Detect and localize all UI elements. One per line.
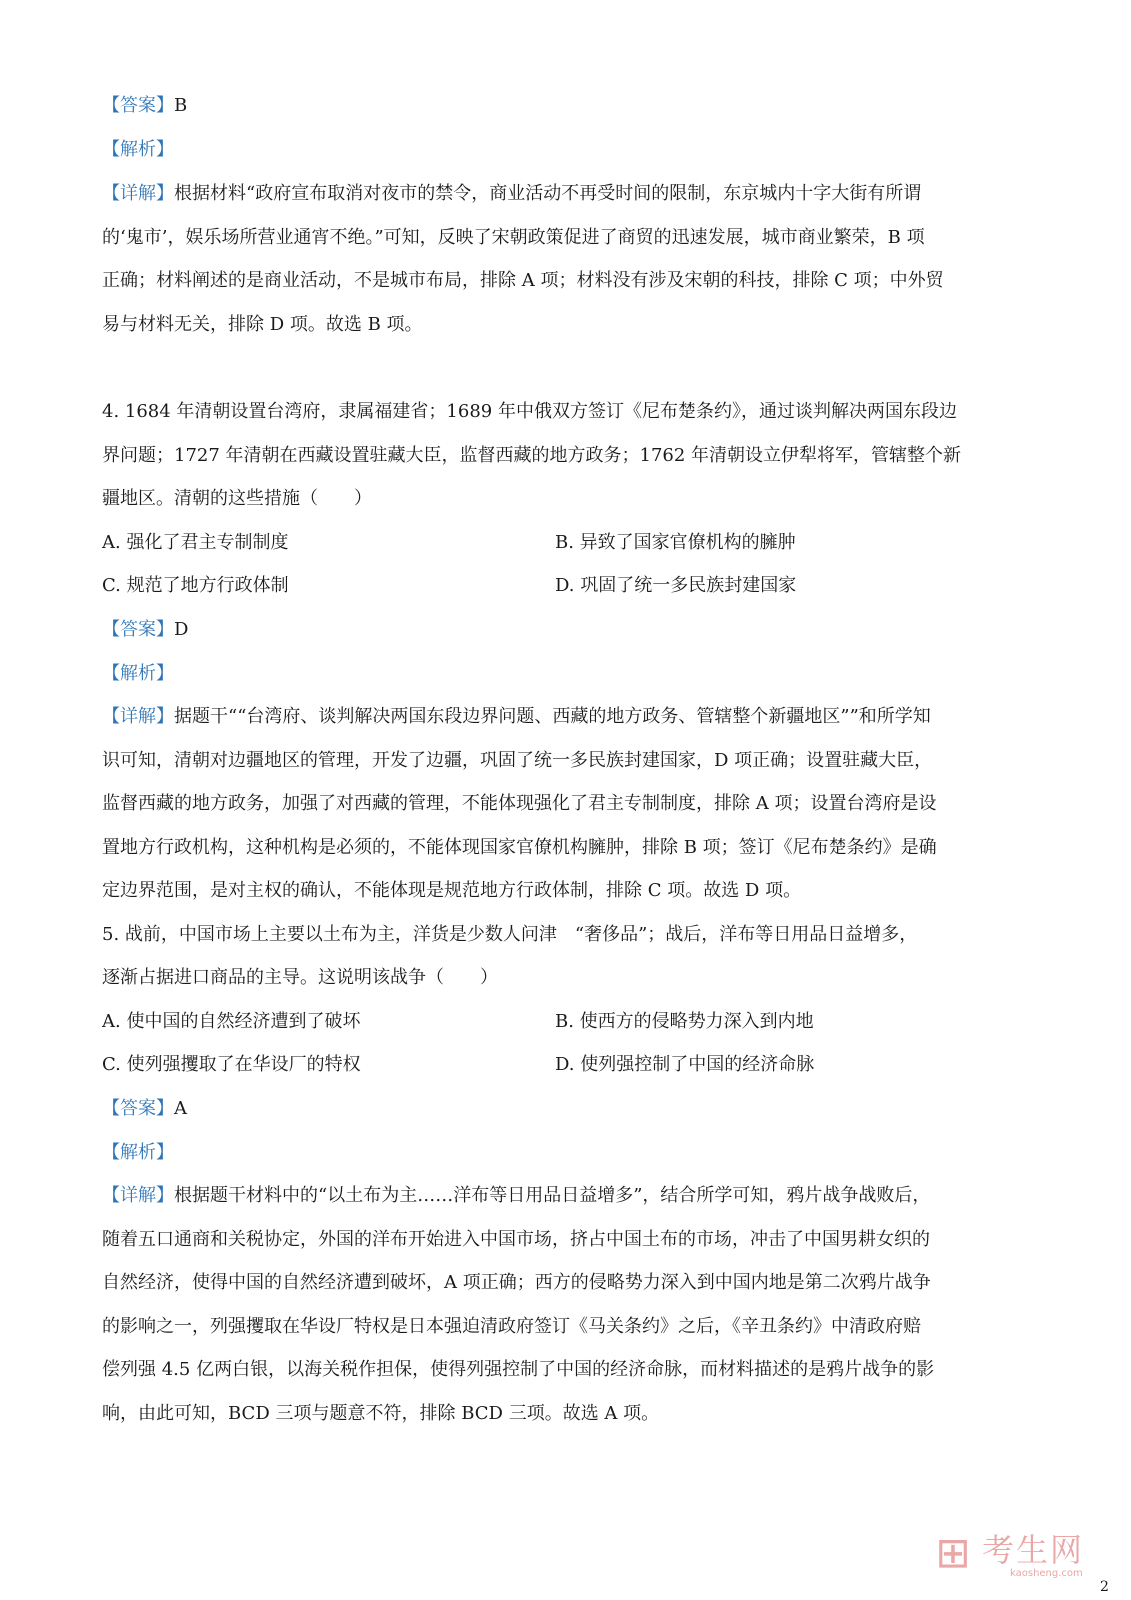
- q5-detail-line: 自然经济，使得中国的自然经济遭到破坏，A 项正确；西方的侵略势力深入到中国内地是第二次鸦片战争: [102, 1272, 931, 1293]
- q5-detail-line: 随着五口通商和关税协定，外国的洋布开始进入中国市场，挤占中国土布的市场，冲击了中国男耕女织的: [102, 1229, 930, 1250]
- q3-detail-line: 的‘鬼市’，娱乐场所营业通宵不绝。”可知，反映了宋朝政策促进了商贸的迅速发展，城市商业繁荣，B 项: [102, 227, 925, 248]
- q5-stem-line: 5. 战前，中国市场上主要以土布为主，洋货是少数人问津 “奢侈品”；战后，洋布等日用品日益增多，: [102, 924, 918, 945]
- q4-stem-line: 4. 1684 年清朝设置台湾府，隶属福建省；1689 年中俄双方签订《尼布楚条约》，通过谈判解决两国东段边: [102, 401, 957, 422]
- q3-answer: 【答案】B: [102, 95, 188, 116]
- q4-stem-line: 疆地区。清朝的这些措施（ ）: [102, 488, 372, 509]
- q4-option-d: D. 巩固了统一多民族封建国家: [555, 575, 797, 596]
- q5-detail-line: 响，由此可知，BCD 三项与题意不符，排除 BCD 三项。故选 A 项。: [102, 1403, 660, 1424]
- q4-detail-line: 识可知，清朝对边疆地区的管理，开发了边疆，巩固了统一多民族封建国家，D 项正确；设置驻藏大臣，: [102, 750, 933, 771]
- logo-url: kaosheng.com: [1010, 1568, 1083, 1579]
- q5-option-c: C. 使列强攫取了在华设厂的特权: [102, 1054, 361, 1075]
- q5-option-b: B. 使西方的侵略势力深入到内地: [555, 1011, 814, 1032]
- q5-analysis-label: 【解析】: [102, 1142, 174, 1163]
- page-number: 2: [1100, 1579, 1109, 1595]
- q3-detail-line: 正确；材料阐述的是商业活动，不是城市布局，排除 A 项；材料没有涉及宋朝的科技，排除 C 项；中外贸: [102, 270, 944, 291]
- q5-detail-line: 偿列强 4.5 亿两白银，以海关税作担保，使得列强控制了中国的经济命脉，而材料描述的是鸦片战争的影: [102, 1359, 935, 1380]
- q3-detail-line: 【详解】根据材料“政府宣布取消对夜市的禁令，商业活动不再受时间的限制，东京城内十字大街有所谓: [102, 183, 922, 204]
- q3-analysis-label: 【解析】: [102, 139, 174, 160]
- q5-option-a: A. 使中国的自然经济遭到了破坏: [102, 1011, 361, 1032]
- q4-option-a: A. 强化了君主专制制度: [102, 532, 289, 553]
- watermark-logo: [930, 1530, 1100, 1586]
- q4-option-b: B. 异致了国家官僚机构的臃肿: [555, 532, 796, 553]
- q4-detail-line: 监督西藏的地方政务，加强了对西藏的管理，不能体现强化了君主专制制度，排除 A 项；设置台湾府是设: [102, 793, 937, 814]
- q4-option-c: C. 规范了地方行政体制: [102, 575, 289, 596]
- q4-analysis-label: 【解析】: [102, 663, 174, 684]
- logo-icon: ⊞: [935, 1528, 971, 1577]
- q5-answer: 【答案】A: [102, 1098, 187, 1119]
- q5-detail-line: 【详解】根据题干材料中的“以土布为主……洋布等日用品日益增多”，结合所学可知，鸦片战争战败后，: [102, 1185, 931, 1206]
- q5-option-d: D. 使列强控制了中国的经济命脉: [555, 1054, 815, 1075]
- q4-detail-line: 定边界范围，是对主权的确认，不能体现是规范地方行政体制，排除 C 项。故选 D 项。: [102, 880, 802, 901]
- q3-detail-line: 易与材料无关，排除 D 项。故选 B 项。: [102, 314, 423, 335]
- q4-answer: 【答案】D: [102, 619, 189, 640]
- q4-stem-line: 界问题；1727 年清朝在西藏设置驻藏大臣，监督西藏的地方政务；1762 年清朝设立伊犁将军，管辖整个新: [102, 445, 962, 466]
- logo-brand: 考生网: [982, 1531, 1085, 1569]
- q4-detail-line: 置地方行政机构，这种机构是必须的，不能体现国家官僚机构臃肿，排除 B 项；签订《尼布楚条约》是确: [102, 837, 937, 858]
- q4-detail-line: 【详解】据题干““台湾府、谈判解决两国东段边界问题、西藏的地方政务、管辖整个新疆地区””和所学知: [102, 706, 931, 727]
- q5-detail-line: 的影响之一，列强攫取在华设厂特权是日本强迫清政府签订《马关条约》之后，《辛丑条约》中清政府赔: [102, 1316, 921, 1337]
- q5-stem-line: 逐渐占据进口商品的主导。这说明该战争（ ）: [102, 967, 498, 988]
